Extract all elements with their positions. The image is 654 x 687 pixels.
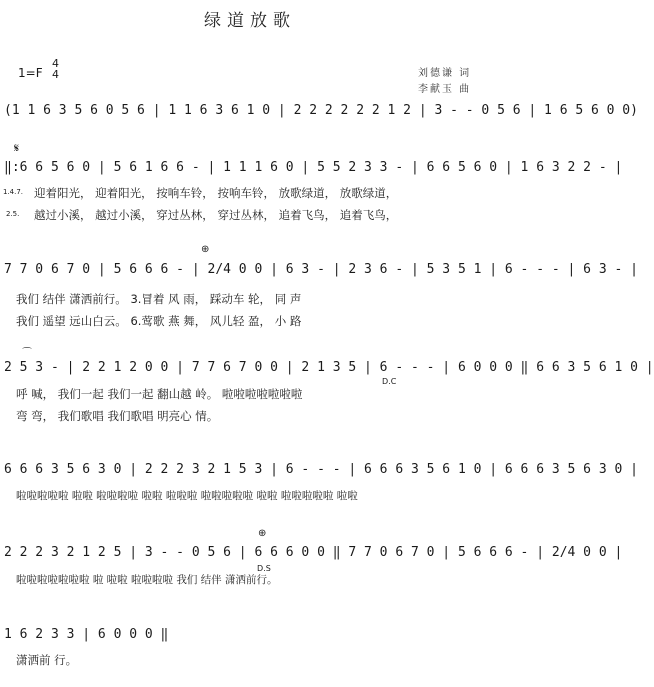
lyrics-line-3-verse-1: 我们 结伴 潇洒前行。 3.冒着 风 雨， 踩动车 轮， 同 声 xyxy=(16,292,302,306)
coda-mark-2: ⊕ xyxy=(258,528,267,539)
notation-line-7: 1 6 2 3 3 | 6 0 0 0 ‖ xyxy=(4,627,169,642)
verse-marker-1: 1.4.7. xyxy=(3,188,24,196)
notation-line-3: 7 7 0 6 7 0 | 5 6 6 6 - | 2/4 0 0 | 6 3 - | 2 3 6 - | 5 3 5 1 | 6 - - - | 6 3 - | xyxy=(4,262,638,277)
notation-line-1: (1 1 6 3 5 6 0 5 6 | 1 1 6 3 6 1 0 | 2 2 2 2 2 2 1 2 | 3 - - 0 5 6 | 1 6 5 6 0 0) xyxy=(4,103,638,118)
lyrics-line-3-verse-2: 我们 遥望 远山白云。 6.莺歌 燕 舞， 风儿轻 盈， 小 路 xyxy=(16,314,302,328)
verse-marker-2: 2.5. xyxy=(6,210,20,218)
coda-mark-1: ⊕ xyxy=(201,244,210,255)
notation-line-5: 6 6 6 3 5 6 3 0 | 2 2 2 3 2 1 5 3 | 6 - - - | 6 6 6 3 5 6 1 0 | 6 6 6 3 5 6 3 0 | xyxy=(4,462,638,477)
lyrics-line-4-verse-1: 呼 喊， 我们一起 我们一起 翻山越 岭。 啦啦啦啦啦啦啦 xyxy=(16,387,303,401)
lyrics-line-5: 啦啦啦啦啦 啦啦 啦啦啦啦 啦啦 啦啦啦 啦啦啦啦啦 啦啦 啦啦啦啦啦 啦啦 xyxy=(16,490,358,502)
lyricist-credit: 刘德谦 词 xyxy=(418,68,472,79)
song-title: 绿道放歌 xyxy=(204,11,296,31)
lyrics-line-2-verse-1: 迎着阳光， 迎着阳光， 按响车铃， 按响车铃， 放歌绿道， 放歌绿道， xyxy=(34,186,398,200)
notation-line-4: 2 5 3 - | 2 2 1 2 0 0 | 7 7 6 7 0 0 | 2 1 3 5 | 6 - - - | 6 0 0 0 ‖ 6 6 3 5 6 1 0 | xyxy=(4,360,654,375)
lyrics-line-2-verse-2: 越过小溪， 越过小溪， 穿过丛林， 穿过丛林， 追着飞鸟， 追着飞鸟， xyxy=(34,208,398,222)
time-signature-top: 4 xyxy=(52,57,59,70)
time-signature-bottom: 4 xyxy=(52,68,59,81)
fermata-mark: ⌒ xyxy=(22,348,32,359)
segno-mark: 𝄋 xyxy=(14,141,20,155)
ds-mark: D.S xyxy=(257,564,271,573)
lyrics-line-4-verse-2: 弯 弯， 我们歌唱 我们歌唱 明亮心 情。 xyxy=(16,409,219,423)
key-signature: 1=F xyxy=(18,66,43,80)
lyrics-line-6: 啦啦啦啦啦啦啦 啦 啦啦 啦啦啦啦 我们 结伴 潇洒前行。 xyxy=(16,574,278,586)
dc-mark: D.C xyxy=(382,377,397,386)
composer-credit: 李献玉 曲 xyxy=(418,84,472,95)
lyrics-line-7: 潇洒前 行。 xyxy=(16,653,78,667)
notation-line-2: ‖:6 6 5 6 0 | 5 6 1 6 6 - | 1 1 1 6 0 | 5 5 2 3 3 - | 6 6 5 6 0 | 1 6 3 2 2 - | xyxy=(4,160,623,175)
notation-line-6: 2 2 2 3 2 1 2 5 | 3 - - 0 5 6 | 6 6 6 0 0 ‖ 7 7 0 6 7 0 | 5 6 6 6 - | 2/4 0 0 | xyxy=(4,545,623,560)
time-signature xyxy=(52,58,59,80)
